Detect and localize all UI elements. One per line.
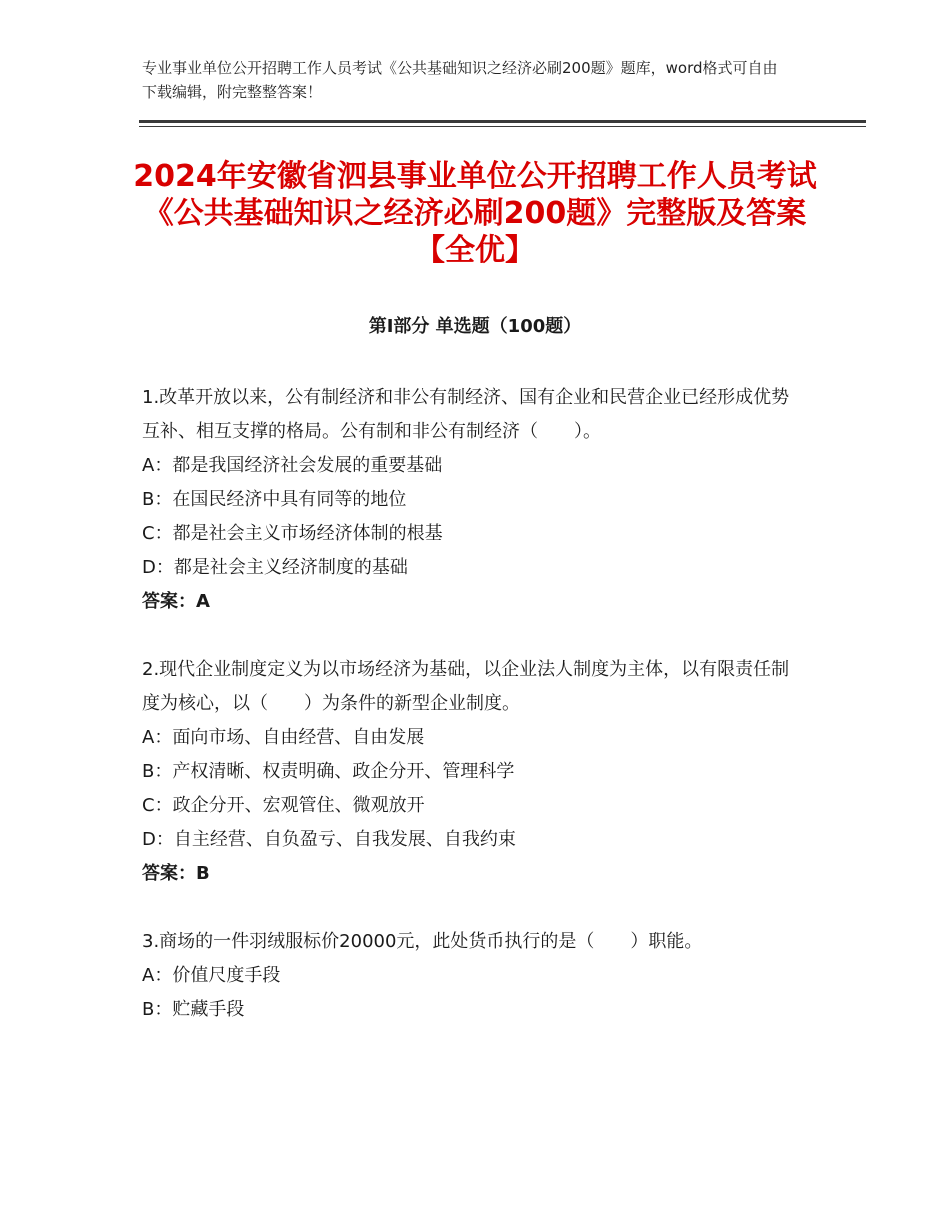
header-note: 专业事业单位公开招聘工作人员考试《公共基础知识之经济必刷200题》题库，word格式可自由下载编辑，附完整整答案！: [142, 59, 778, 101]
question-answer: 答案：B: [142, 863, 210, 884]
question-option-a: A：都是我国经济社会发展的重要基础: [142, 455, 443, 476]
question-item: [142, 653, 802, 891]
question-option-d: D：都是社会主义经济制度的基础: [142, 557, 408, 578]
header-divider-thick: [139, 120, 866, 123]
question-stem: 3.商场的一件羽绒服标价20000元，此处货币执行的是（ ）职能。: [142, 931, 703, 952]
question-option-c: C：政企分开、宏观管住、微观放开: [142, 795, 425, 816]
question-option-a: A：面向市场、自由经营、自由发展: [142, 727, 425, 748]
header-divider-thin: [139, 126, 866, 127]
question-option-b: B：产权清晰、权责明确、政企分开、管理科学: [142, 761, 515, 782]
document-title: 2024年安徽省泗县事业单位公开招聘工作人员考试《公共基础知识之经济必刷200题》完整版及答案【全优】: [133, 159, 817, 268]
question-option-b: B：贮藏手段: [142, 999, 245, 1020]
question-option-b: B：在国民经济中具有同等的地位: [142, 489, 407, 510]
question-option-a: A：价值尺度手段: [142, 965, 281, 986]
question-option-c: C：都是社会主义市场经济体制的根基: [142, 523, 443, 544]
question-stem: 2.现代企业制度定义为以市场经济为基础，以企业法人制度为主体，以有限责任制度为核心，以（ ）为条件的新型企业制度。: [142, 659, 790, 714]
question-stem: 1.改革开放以来，公有制经济和非公有制经济、国有企业和民营企业已经形成优势互补、相互支撑的格局。公有制和非公有制经济（ ）。: [142, 387, 790, 442]
question-answer: 答案：A: [142, 591, 210, 612]
question-item: [142, 925, 802, 1027]
question-list: [142, 381, 802, 1061]
section-title: 第Ⅰ部分 单选题（100题）: [368, 316, 582, 337]
question-item: [142, 381, 802, 619]
question-option-d: D：自主经营、自负盈亏、自我发展、自我约束: [142, 829, 516, 850]
